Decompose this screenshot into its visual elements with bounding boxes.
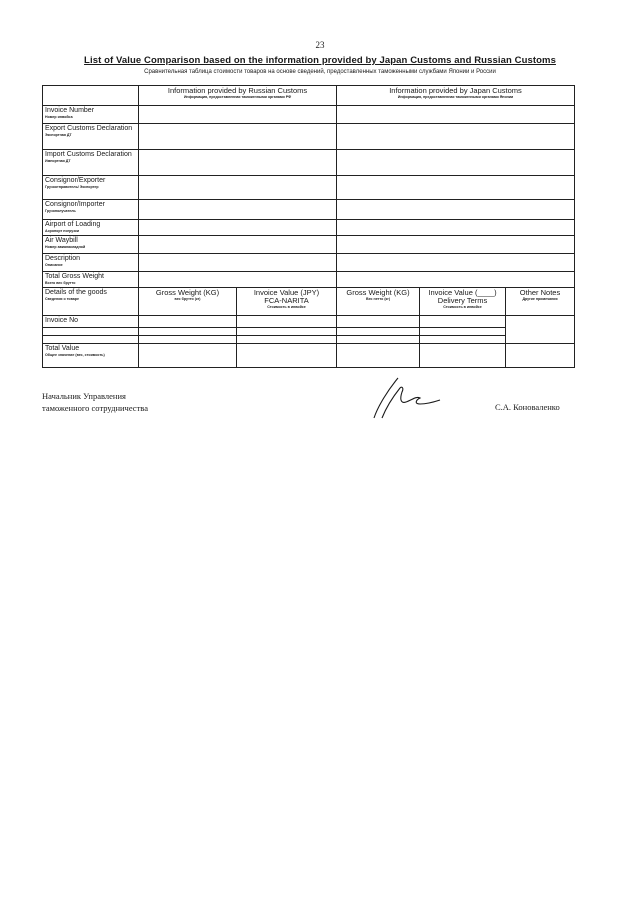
field-russian-consignor[interactable] [139,176,337,200]
cell-jp-notes[interactable] [506,315,575,343]
cell-ru-weight[interactable] [139,335,237,343]
field-japan-gross-weight[interactable] [337,272,575,288]
label-en: Consignor/Importer [45,201,105,208]
cell-jp-total-value[interactable] [420,343,506,367]
label-import-declaration [43,150,139,176]
label-ru: Экспортная ДТ [45,133,72,137]
label-ru: Общее значение (вес, стоимость) [45,352,105,357]
label-ru: Номер авианакладной [45,245,86,249]
column-en-terms: FCA-NARITA [264,295,309,305]
field-russian-invoice-number[interactable] [139,106,337,124]
field-russian-waybill[interactable] [139,236,337,254]
field-russian-description[interactable] [139,254,337,272]
cell-ru-weight[interactable] [139,315,237,327]
header-japan-ru: Информация, предоставленная таможенными органами Японии [397,95,514,99]
page-number: 23 [315,40,325,50]
label-invoice-number [43,106,139,124]
column-en: Other Notes [519,287,561,297]
label-consignee [43,200,139,220]
label-consignor [43,176,139,200]
field-russian-airport[interactable] [139,220,337,236]
label-en: Total Value [45,344,80,352]
header-russian-customs [139,86,337,106]
label-en: Airport of Loading [45,221,101,228]
table-row-export-declaration [43,124,575,150]
label-airport [43,220,139,236]
table-row-description [43,254,575,272]
cell-jp-total-notes[interactable] [506,343,575,367]
label-en: Invoice No [45,316,79,324]
column-ru-gross-weight [139,287,237,315]
header-japan-customs [337,86,575,106]
column-en: Invoice Value (JPY) [253,287,320,297]
table-row-consignee [43,200,575,220]
label-ru: Всего вес брутто [45,281,76,285]
column-ru: Вес нетто (кг) [366,296,391,301]
label-ru: Импортная ДТ [45,159,71,163]
column-ru: Стоимость в инвойсе [443,304,482,309]
label-ru: Аэропорт погрузки [45,229,80,233]
table-row-consignor [43,176,575,200]
column-ru: вес брутто (кг) [174,296,201,301]
table-row-item [43,335,575,343]
label-waybill [43,236,139,254]
column-en: Gross Weight (KG) [155,287,220,297]
cell-ru-value[interactable] [237,335,337,343]
cell-jp-weight[interactable] [337,335,420,343]
label-gross-weight [43,272,139,288]
table-row-invoice-number [43,106,575,124]
label-ru: Грузополучатель [45,209,76,213]
label-total-value [43,343,139,367]
label-ru: Сведения о товаре [45,296,79,301]
label-en: Description [45,255,81,262]
label-invoice-no [43,315,139,327]
cell-ru-value[interactable] [237,315,337,327]
field-japan-waybill[interactable] [337,236,575,254]
cell-item-label[interactable] [43,327,139,335]
signatory-title-line1: Начальник Управления [42,391,126,401]
label-en: Import Customs Declaration [45,151,132,158]
header-russian-en: Information provided by Russian Customs [167,86,308,95]
cell-jp-total-weight[interactable] [337,343,420,367]
cell-jp-value[interactable] [420,315,506,327]
table-row-import-declaration [43,150,575,176]
field-russian-gross-weight[interactable] [139,272,337,288]
cell-ru-value[interactable] [237,327,337,335]
label-en: Air Waybill [45,237,78,244]
document-title: List of Value Comparison based on the information provided by Japan Customs and Russian Customs [84,55,556,66]
label-en: Export Customs Declaration [45,125,133,132]
field-japan-consignor[interactable] [337,176,575,200]
signatory-name: С.А. Коноваленко [495,402,560,412]
cell-jp-value[interactable] [420,327,506,335]
field-russian-consignee[interactable] [139,200,337,220]
table-row-total-value [43,343,575,367]
column-jp-gross-weight [337,287,420,315]
table-row-item [43,327,575,335]
label-export-declaration [43,124,139,150]
table-row-waybill [43,236,575,254]
table-header-row [43,86,575,106]
label-en: Total Gross Weight [45,273,105,280]
signatory-title-line2: таможенного сотрудничества [42,403,148,413]
cell-ru-total-weight[interactable] [139,343,237,367]
label-ru: Описание [45,263,63,267]
value-comparison-table [42,85,575,368]
column-en: Gross Weight (KG) [346,287,410,297]
table-row-gross-weight [43,272,575,288]
field-japan-import-declaration[interactable] [337,150,575,176]
header-japan-en: Information provided by Japan Customs [389,86,522,95]
handwritten-signature [360,372,450,422]
label-ru: Номер инвойса [45,115,73,119]
signatory-position [42,390,148,414]
column-en-terms: Delivery Terms [437,295,488,305]
column-en: Invoice Value (____) [428,287,497,297]
table-row-airport [43,220,575,236]
label-en: Invoice Number [45,107,95,114]
cell-jp-weight[interactable] [337,327,420,335]
cell-jp-value[interactable] [420,335,506,343]
field-japan-description[interactable] [337,254,575,272]
table-row-details-header [43,287,575,315]
column-ru-invoice-value [237,287,337,315]
field-russian-import-declaration[interactable] [139,150,337,176]
label-details [43,287,139,315]
label-en: Consignor/Exporter [45,177,106,184]
label-en: Details of the goods [45,288,107,296]
column-ru: Стоимость в инвойсе [267,304,306,309]
header-russian-ru: Информация, предоставленная таможенными органами РФ [183,95,292,99]
field-japan-consignee[interactable] [337,200,575,220]
cell-jp-weight[interactable] [337,315,420,327]
document-subtitle: Сравнительная таблица стоимости товаров на основе сведений, предоставленных таможенными службами Японии и России [144,69,496,75]
cell-ru-weight[interactable] [139,327,237,335]
label-description [43,254,139,272]
header-empty-cell [43,86,139,106]
cell-ru-total-value[interactable] [237,343,337,367]
column-jp-invoice-value [420,287,506,315]
label-ru: Грузоотправитель/ Экспортер [45,185,99,189]
field-russian-export-declaration[interactable] [139,124,337,150]
field-japan-airport[interactable] [337,220,575,236]
column-jp-other-notes [506,287,575,315]
column-ru: Другие примечания [522,296,558,301]
field-japan-invoice-number[interactable] [337,106,575,124]
field-japan-export-declaration[interactable] [337,124,575,150]
cell-item-label[interactable] [43,335,139,343]
table-row-invoice-no [43,315,575,327]
